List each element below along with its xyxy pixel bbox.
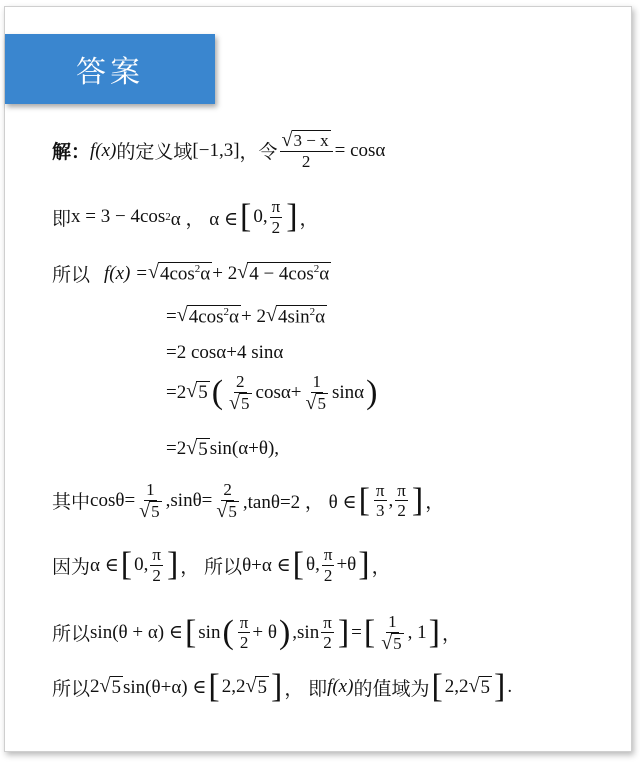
left-bracket: [ <box>184 613 197 651</box>
solution-line-2 <box>52 197 319 237</box>
solution-line-1 <box>52 130 385 171</box>
domain-interval: [−1,3] <box>192 139 240 161</box>
therefore-text: 所以 <box>52 678 91 700</box>
tan-theta: ,tanθ=2 ， θ ∈ <box>242 492 357 514</box>
coefficient: 2 <box>90 676 100 697</box>
solution-line-9 <box>52 545 391 585</box>
comma: ， <box>371 556 391 578</box>
coefficient: =2 <box>166 381 187 403</box>
sin-theta-alpha-in: sin(θ + α) ∈ <box>90 622 183 644</box>
expression: =2 cosα+4 sinα <box>166 342 284 363</box>
frac-num: π <box>271 197 281 216</box>
term: 4cos <box>159 263 195 285</box>
sqrt-term-1: √ $4\cos^2\alpha$ <box>147 260 211 285</box>
interval-start: 2,2 <box>444 676 469 697</box>
denominator: 2 <box>301 151 311 171</box>
comma: ， <box>299 208 319 230</box>
sqrt-5: √ 5 <box>245 674 267 698</box>
solution-line-5 <box>166 342 283 364</box>
frac-den: 3 <box>375 501 385 521</box>
sqrt-5: √ 5 <box>468 674 491 698</box>
left-paren: ( <box>211 373 224 411</box>
right-bracket: ] <box>358 546 370 584</box>
solution-line-8: 其中 cosθ= 1 √ 5 ,sinθ= 2 √ 5 ,tanθ=2 ， θ ∈ [ $\frac{\pi}{3}$ , $\frac{\pi}{2}$ ] ， <box>52 480 445 522</box>
left-bracket: [ <box>292 546 304 584</box>
let-text: ，令 <box>239 142 278 164</box>
frac-den: 2 <box>397 501 406 521</box>
exponent: 2 <box>165 211 171 224</box>
comma: ， <box>425 492 445 514</box>
sqrt-term-2: √ $4\sin^2\alpha$ <box>265 304 326 328</box>
solution-line-10 <box>52 612 461 653</box>
fraction-1: 1 √ 5 <box>139 480 160 522</box>
fraction-1: 2 √ 5 <box>229 372 250 414</box>
answer-banner <box>5 34 215 104</box>
alpha: α <box>229 306 239 328</box>
radicand: 5 <box>198 439 208 460</box>
because-text: 因为 <box>52 556 91 578</box>
right-bracket: ] <box>166 546 179 584</box>
frac-num: 2 <box>236 372 245 391</box>
equals-cos: = cosα <box>334 139 386 161</box>
alpha: α <box>315 306 326 328</box>
interval-start: 0, <box>134 554 149 576</box>
solution-label: 解： <box>52 142 91 164</box>
frac-den: 5 <box>151 501 160 521</box>
equals: = <box>351 621 362 643</box>
frac-den: 5 <box>317 393 326 413</box>
radicand: 5 <box>257 676 267 698</box>
right-bracket: ] <box>494 668 506 705</box>
alpha: α <box>200 263 211 285</box>
radicand: 3 − x <box>293 131 329 150</box>
sqrt-5: √ 5 <box>186 380 208 404</box>
sin-expression: sin(α+θ), <box>209 438 280 460</box>
sin-text: ,sin <box>292 621 320 643</box>
sin-text: sin <box>198 621 221 643</box>
frac-den: 5 <box>393 633 402 653</box>
cos-plus: cosα+ <box>255 381 302 403</box>
plus-theta: + θ <box>252 621 277 643</box>
equals: = <box>166 305 177 327</box>
frac-den: 2 <box>239 633 249 653</box>
exp: 2 <box>223 306 230 318</box>
left-bracket: [ <box>363 613 376 651</box>
pi-over-2 <box>321 613 334 653</box>
sin-alpha: sinα <box>332 381 365 403</box>
alpha-in: α ∈ <box>90 554 119 576</box>
alpha: α <box>319 263 330 285</box>
radicand: 5 <box>480 676 491 698</box>
solution-line-7 <box>166 438 279 461</box>
sqrt-5: √ 5 <box>186 437 208 460</box>
fx-text: f(x) <box>90 139 117 161</box>
frac-den: 2 <box>152 565 161 585</box>
cos-theta: cosθ= <box>90 489 136 511</box>
right-paren: ) <box>278 613 291 651</box>
therefore-text: 所以 <box>52 265 91 286</box>
right-bracket: ] <box>428 613 440 651</box>
domain-text: 的定义域 <box>116 142 193 164</box>
sin-in: sin(θ+α) ∈ <box>123 676 207 698</box>
pi-over-2 <box>150 545 163 585</box>
exp: 2 <box>309 306 316 318</box>
frac-den: 2 <box>323 565 333 585</box>
fraction-2: 2 √ 5 <box>216 480 237 522</box>
where-text: 其中 <box>52 492 91 514</box>
right-bracket: ] <box>286 198 298 236</box>
pi-over-3 <box>374 481 387 521</box>
sqrt-term-1: √ $4\cos^2\alpha$ <box>176 304 239 328</box>
fraction-2: 1 √ 5 <box>305 372 326 414</box>
frac-den: 2 <box>271 217 281 237</box>
radicand: 5 <box>111 676 121 698</box>
sqrt-term-2: √ $4 - 4\cos^2\alpha$ <box>237 260 330 285</box>
one-over-sqrt5: 1 √ 5 <box>381 612 402 654</box>
frac-den: 5 <box>228 501 237 521</box>
solution-line-11 <box>52 670 512 704</box>
period: . <box>507 676 513 697</box>
frac-den: 2 <box>323 633 332 653</box>
therefore-text: 所以 <box>52 624 91 646</box>
term: 4 − 4cos <box>249 263 314 285</box>
frac-num: π <box>152 545 161 564</box>
left-paren: ( <box>222 613 234 651</box>
upper-bound: , 1 <box>407 621 427 643</box>
frac-num: π <box>239 612 249 632</box>
interval-start: 0, <box>253 206 268 228</box>
frac-num: π <box>375 480 385 500</box>
frac-num: π <box>397 480 406 500</box>
so-text: 即 <box>52 208 72 230</box>
frac-num: π <box>323 545 333 564</box>
left-bracket: [ <box>208 668 220 705</box>
coefficient: =2 <box>166 438 187 460</box>
sin-theta: ,sinθ= <box>165 489 213 511</box>
alpha-in: α ， α ∈ <box>170 208 239 230</box>
frac-den: 5 <box>241 393 250 413</box>
that-is-text: ， 即 <box>284 678 328 700</box>
frac-num: 1 <box>146 480 155 499</box>
frac-num: 1 <box>312 372 321 391</box>
theta-alpha-in: θ+α ∈ <box>242 554 291 576</box>
fx-text: f(x) <box>327 676 354 697</box>
plus-two: + 2 <box>241 305 266 327</box>
solution-line-6 <box>166 372 379 413</box>
sqrt-5: √ 5 <box>99 674 121 698</box>
radicand: 5 <box>198 382 208 404</box>
left-bracket: [ <box>240 198 252 236</box>
exp: 2 <box>194 262 201 275</box>
pi-over-2 <box>395 481 408 521</box>
frac-num: 1 <box>388 612 397 631</box>
left-bracket: [ <box>431 668 443 705</box>
exp: 2 <box>313 262 320 275</box>
banner-title: 答案 <box>76 55 144 90</box>
pi-over-2 <box>238 613 251 653</box>
sqrt-fraction: √ 3 − x 2 <box>280 130 333 171</box>
term: 4cos <box>188 306 224 328</box>
therefore-text: ， 所以 <box>180 556 243 578</box>
left-bracket: [ <box>120 546 133 584</box>
right-bracket: ] <box>411 481 424 519</box>
solution-line-3 <box>52 260 331 287</box>
frac-num: 2 <box>223 480 232 499</box>
x-expression: x = 3 − 4cos <box>71 206 166 228</box>
fx-equals: f(x) = <box>104 262 148 284</box>
right-bracket: ] <box>270 668 283 705</box>
right-bracket: ] <box>337 613 350 651</box>
pi-over-2 <box>322 545 335 585</box>
interval-start: 2,2 <box>221 676 246 697</box>
plus-two: + 2 <box>212 262 238 284</box>
plus-theta: +θ <box>336 554 357 576</box>
interval-start: θ, <box>305 554 320 576</box>
right-paren: ) <box>366 373 378 411</box>
comma: ， <box>442 624 462 646</box>
pi-over-2 <box>270 197 283 237</box>
solution-line-4 <box>166 305 327 328</box>
term: 4sin <box>277 306 310 328</box>
range-text: 的值域为 <box>353 678 430 700</box>
left-bracket: [ <box>358 481 370 519</box>
frac-num: π <box>323 612 332 632</box>
